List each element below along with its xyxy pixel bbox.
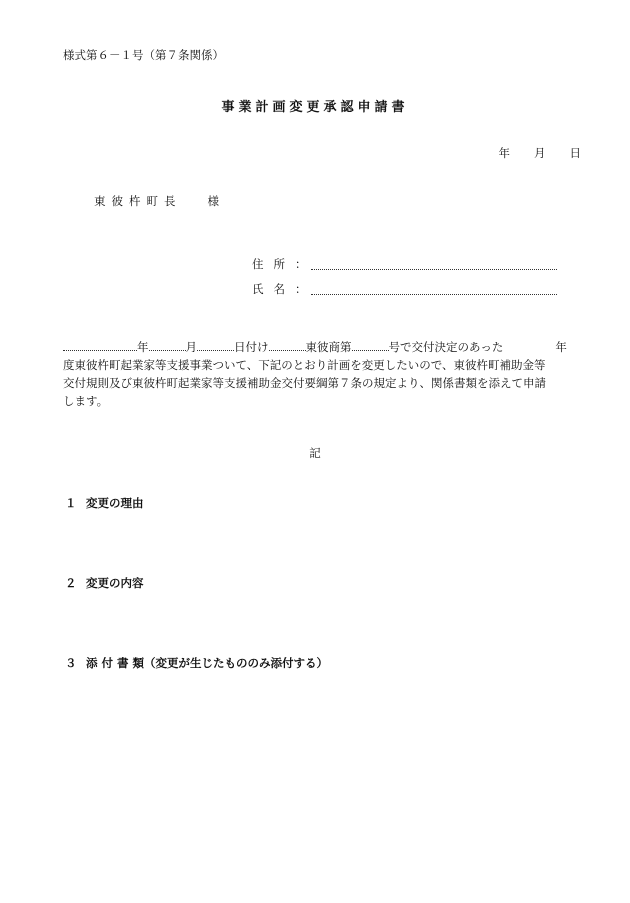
application-date (499, 145, 582, 161)
name-field[interactable] (311, 282, 557, 295)
body-line-4: します。 (63, 394, 109, 408)
form-number: 様式第６－１号（第７条関係） (63, 48, 224, 62)
body-line-1 (63, 338, 581, 356)
day-label: 日 (569, 146, 581, 160)
address-field-row (252, 256, 557, 272)
item-change-reason (65, 495, 144, 511)
decision-month-blank[interactable] (149, 338, 186, 351)
name-field-row (252, 281, 557, 297)
body-decision-text: 号で交付決定のあった (388, 340, 504, 354)
address-colon: ： (295, 257, 307, 271)
month-label: 月 (534, 146, 546, 160)
item-change-content (65, 575, 144, 591)
decision-year-blank[interactable] (63, 338, 137, 351)
item-attachments (65, 655, 328, 671)
decision-day-blank[interactable] (197, 338, 234, 351)
application-body (63, 338, 581, 410)
body-fiscal-year-label: 年 (555, 340, 567, 354)
addressee-name: 東彼杵町長 (94, 194, 182, 208)
address-field[interactable] (311, 257, 557, 270)
body-date-suffix: 日付け (234, 340, 269, 354)
year-label: 年 (498, 146, 510, 160)
addressee-honorific: 様 (207, 194, 225, 208)
item-label: 変更の理由 (86, 496, 144, 510)
ki-marker: 記 (309, 446, 321, 460)
item-number: ２ (65, 576, 77, 590)
body-month-label: 月 (185, 340, 197, 354)
decision-doc-blank[interactable] (269, 338, 306, 351)
body-doc-prefix: 東彼商第 (305, 340, 352, 354)
item-label: 変更の内容 (86, 576, 144, 590)
name-label: 氏名 (252, 282, 295, 296)
document-title: 事業計画変更承認申請書 (221, 100, 409, 115)
decision-number-blank[interactable] (352, 338, 389, 351)
item-number: １ (65, 496, 77, 510)
address-label: 住所 (252, 257, 295, 271)
addressee (94, 193, 225, 209)
body-line-3: 交付規則及び東彼杵町起業家等支援補助金交付要綱第７条の規定より、関係書類を添えて申請 (63, 376, 546, 390)
item-label: 添 付 書 類（変更が生じたもののみ添付する） (86, 656, 329, 670)
body-line-2: 度東彼杵町起業家等支援事業ついて、下記のとおり計画を変更したいので、東彼杵町補助金等 (63, 358, 546, 372)
body-year-label: 年 (137, 340, 149, 354)
item-number: ３ (65, 656, 77, 670)
name-colon: ： (295, 282, 307, 296)
